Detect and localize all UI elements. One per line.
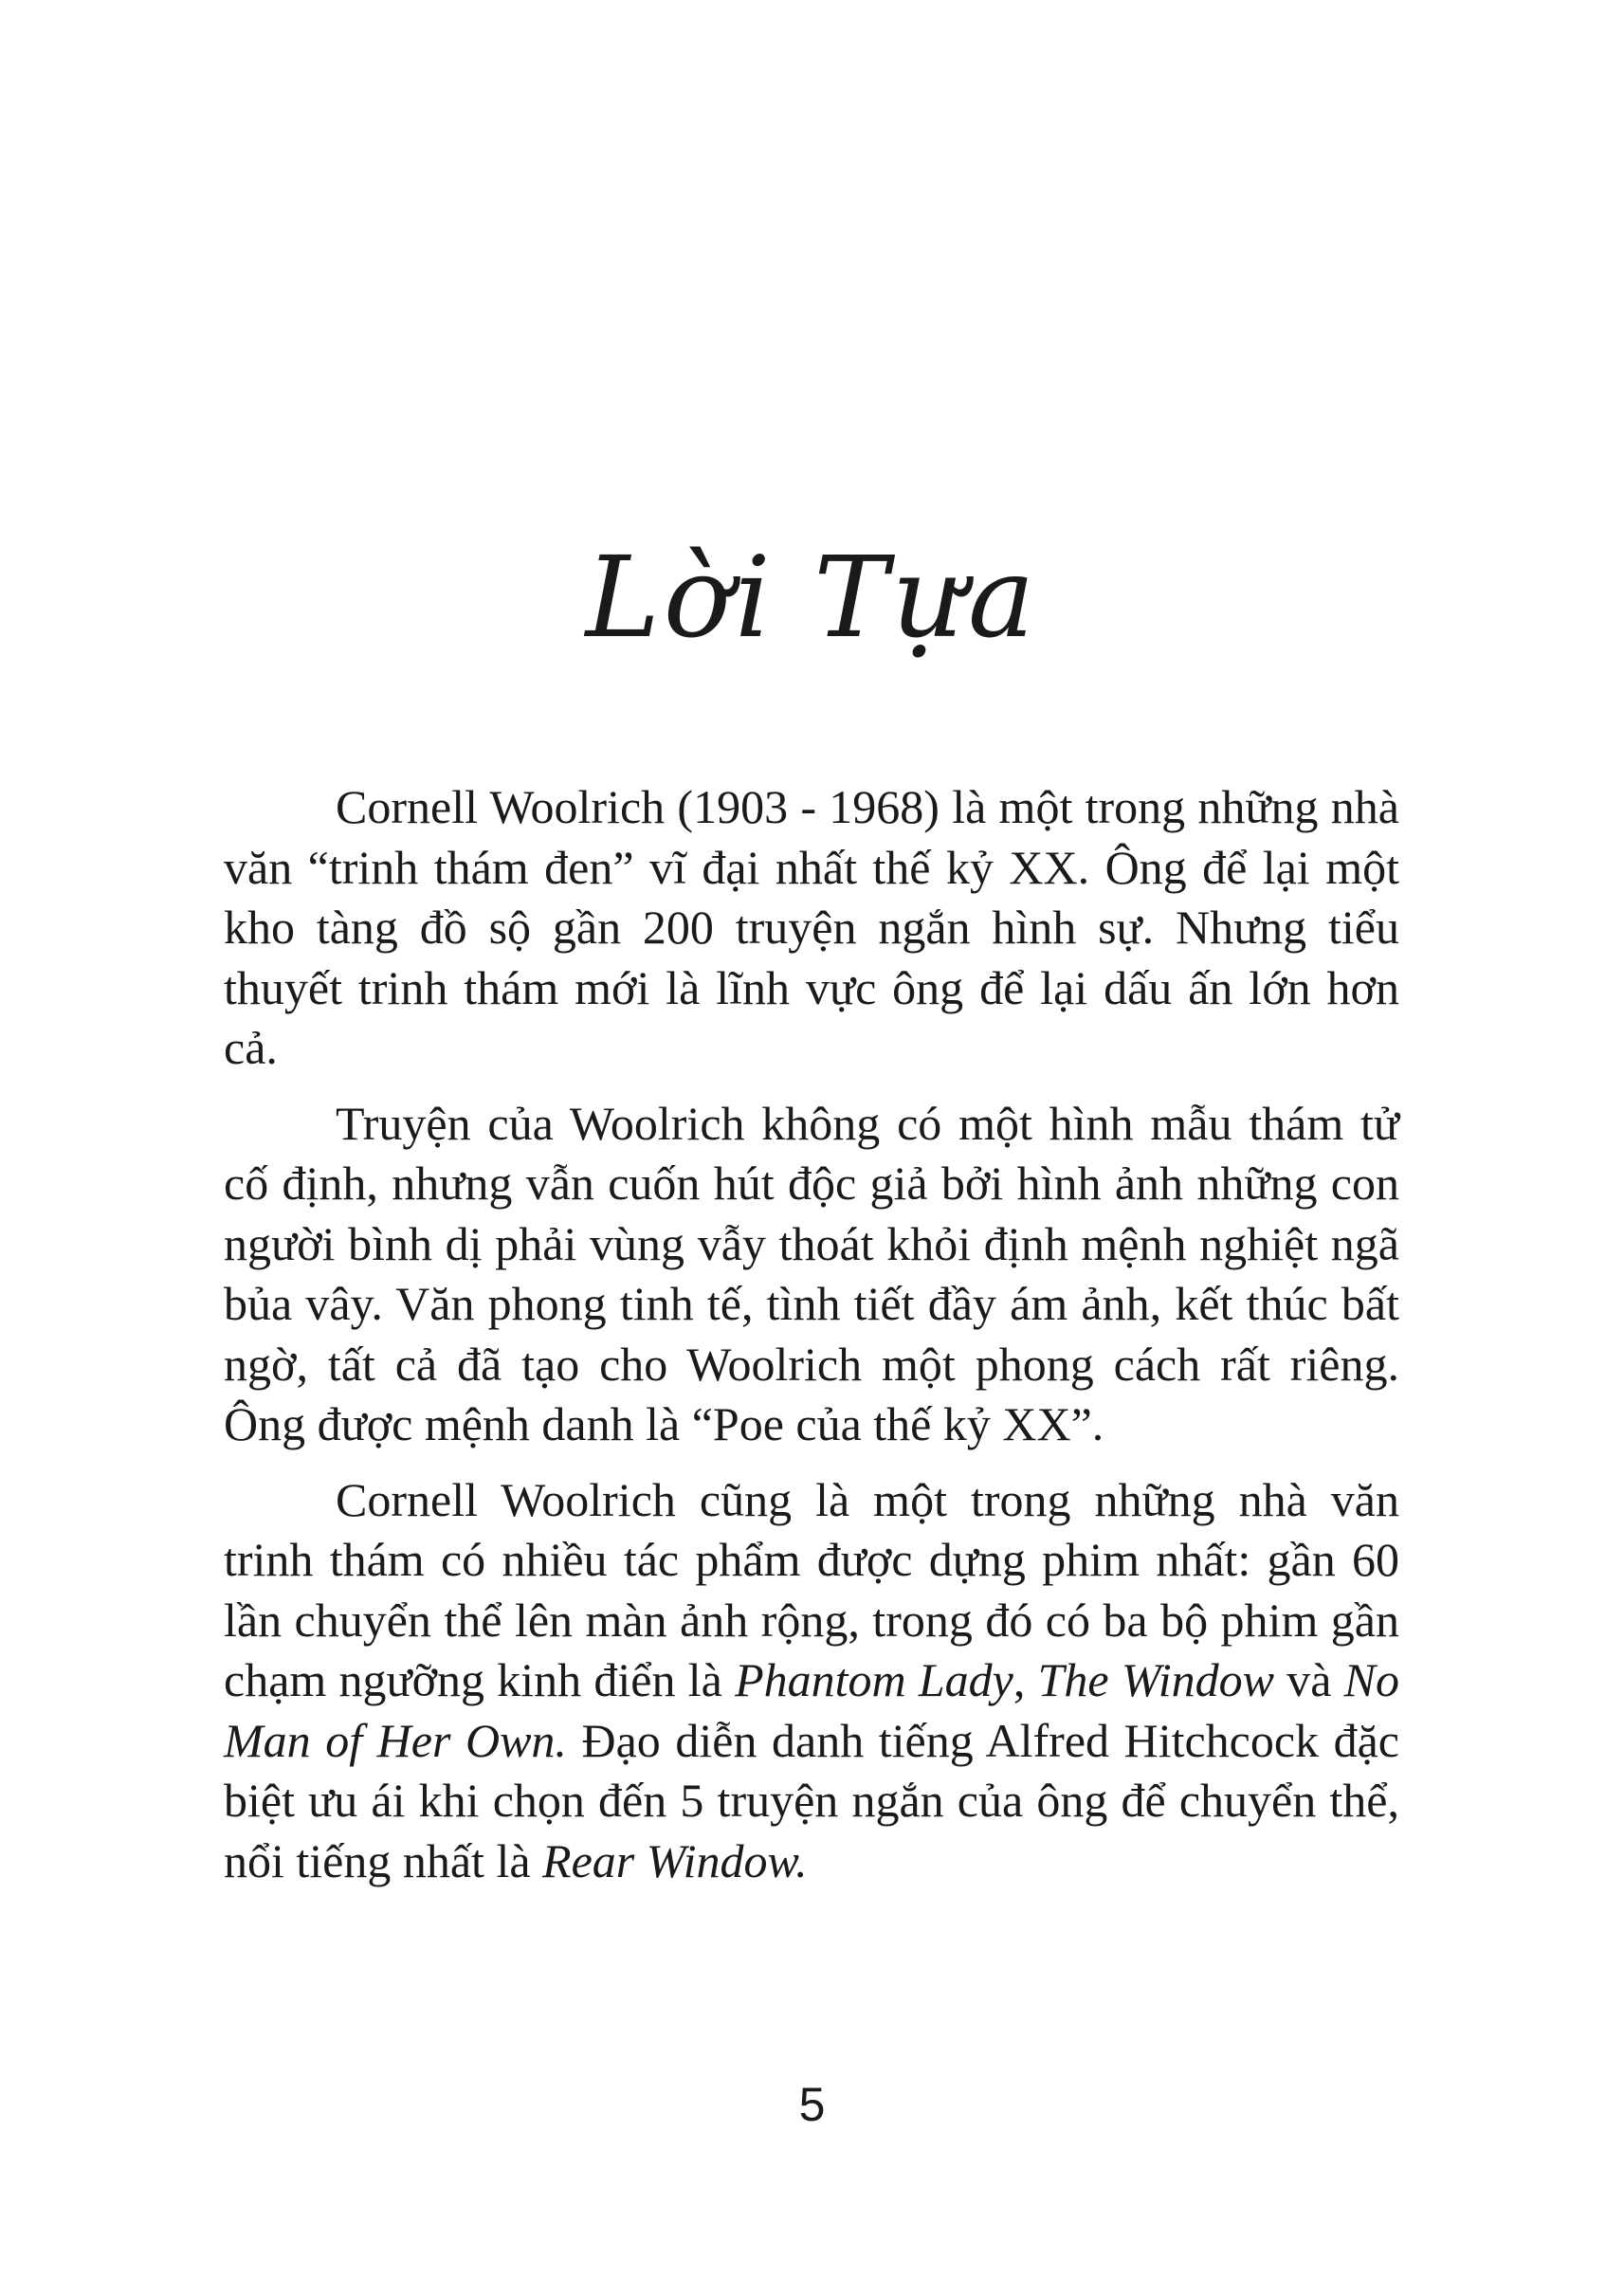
paragraph-segment: Cornell Woolrich cũng là một trong những nhà văn trinh thám có nhiều tác phẩm được dựng phim nhất: gần 60 lần chuyển thể lên màn ảnh rộng, trong đó có ba bộ phim gần chạm ngưỡng kinh điển là — [224, 1472, 1399, 1706]
film-title-no-man-of-her-own: No Man of Her Own. — [224, 1653, 1399, 1767]
paragraph-segment: , — [1013, 1653, 1038, 1706]
paragraph-segment: Cornell Woolrich (1903 - 1968) là một trong những nhà văn “trinh thám đen” vĩ đại nhất thế kỷ XX. Ông để lại một kho tàng đồ sộ gần 200 truyện ngắn hình sự. Nhưng tiểu thuyết trinh thám mới là lĩnh vực ông để lại dấu ấn lớn hơn cả. — [224, 780, 1399, 1074]
page-number: 5 — [798, 2078, 826, 2131]
paragraph-segment: và — [1273, 1653, 1344, 1706]
film-title-phantom-lady: Phantom Lady — [735, 1653, 1013, 1706]
paragraph-2 — [224, 1094, 1399, 1455]
preface-body — [224, 777, 1399, 1906]
film-title-rear-window: Rear Window. — [542, 1833, 808, 1887]
paragraph-segment: Truyện của Woolrich không có một hình mẫu thám tử cố định, nhưng vẫn cuốn hút độc giả bởi hình ảnh những con người bình dị phải vùng vẫy thoát khỏi định mệnh nghiệt ngã bủa vây. Văn phong tinh tế, tình tiết đầy ám ảnh, kết thúc bất ngờ, tất cả đã tạo cho Woolrich một phong cách rất riêng. Ông được mệnh danh là “Poe của thế kỷ XX”. — [224, 1096, 1399, 1450]
film-title-the-window: The Window — [1037, 1653, 1274, 1706]
page-title: Lời Tựa — [585, 532, 1039, 663]
paragraph-segment: Đạo diễn danh tiếng Alfred Hitchcock đặc biệt ưu ái khi chọn đến 5 truyện ngắn của ông để chuyển thể, nổi tiếng nhất là — [224, 1713, 1399, 1887]
paragraph-3 — [224, 1470, 1399, 1892]
paragraph-1 — [224, 777, 1399, 1079]
